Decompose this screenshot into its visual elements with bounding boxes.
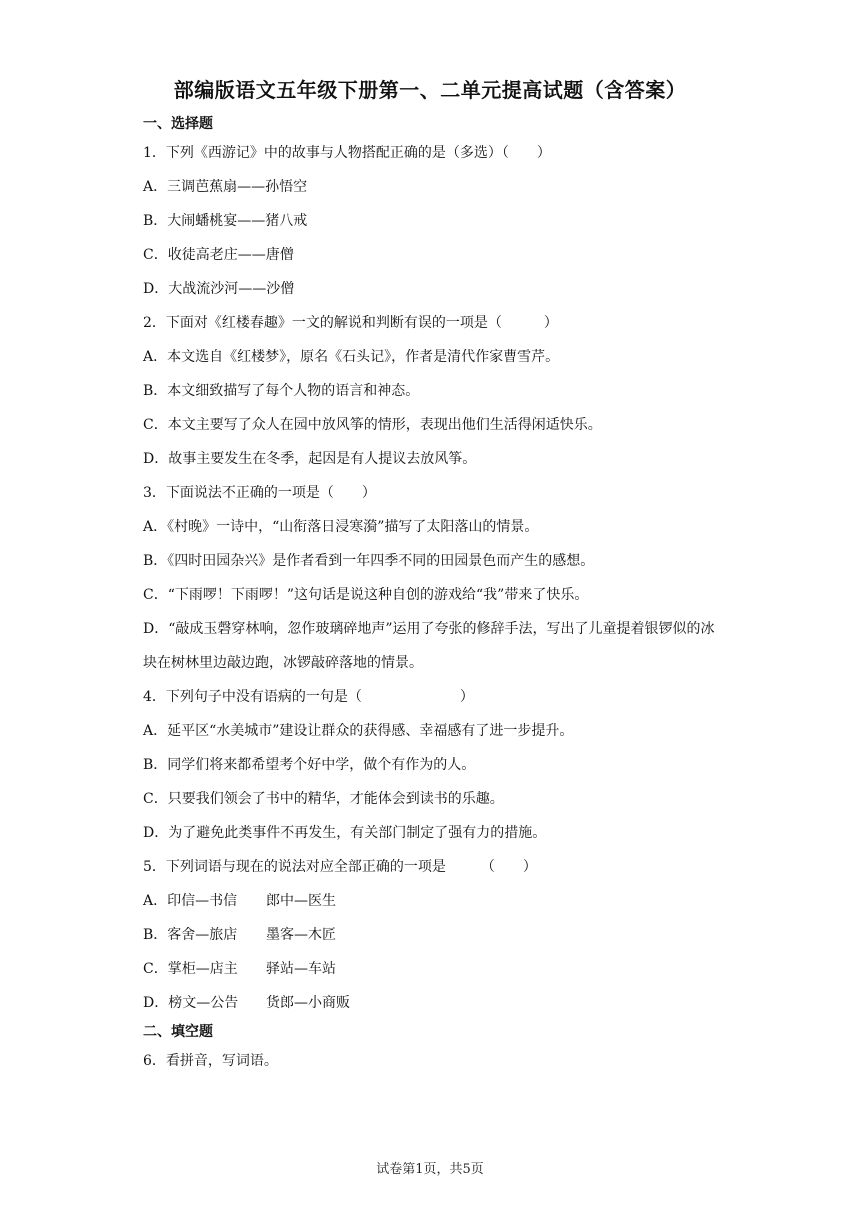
question-4-option-b: B．同学们将来都希望考个好中学，做个有作为的人。 — [143, 757, 476, 773]
question-2-option-d: D．故事主要发生在冬季，起因是有人提议去放风筝。 — [143, 451, 477, 467]
question-1-option-d: D．大战流沙河——沙僧 — [143, 281, 295, 297]
question-4-option-a: A．延平区“水美城市”建设让群众的获得感、幸福感有了进一步提升。 — [143, 723, 574, 739]
question-1-option-a: A．三调芭蕉扇——孙悟空 — [143, 179, 308, 195]
option-right-term: 货郎—小商贩 — [266, 995, 350, 1011]
question-3-option-d: D．“敲成玉磬穿林响，忽作玻璃碎地声”运用了夸张的修辞手法，写出了儿童提着银锣似的冰块在树林里边敲边跑，冰锣敲碎落地的情景。 — [143, 621, 715, 671]
question-2-option-c: C．本文主要写了众人在园中放风筝的情形，表现出他们生活得闲适快乐。 — [143, 417, 602, 433]
question-3-option-a: A．《村晚》一诗中，“山衔落日浸寒漪”描写了太阳落山的情景。 — [143, 519, 539, 535]
option-left-term: C．掌柜—店主 — [143, 961, 238, 977]
question-4-stem: 4．下列句子中没有语病的一句是（ ） — [143, 689, 474, 705]
question-2-option-b: B．本文细致描写了每个人物的语言和神态。 — [143, 383, 420, 399]
question-4-option-c: C．只要我们领会了书中的精华，才能体会到读书的乐趣。 — [143, 791, 504, 807]
option-left-term: A．印信—书信 — [143, 893, 238, 909]
question-5-option-b — [143, 918, 723, 952]
question-5-option-c — [143, 952, 723, 986]
document-title: 部编版语文五年级下册第一、二单元提高试题（含答案） — [173, 78, 687, 102]
option-right-term: 郎中—医生 — [266, 893, 336, 909]
question-4-option-d: D．为了避免此类事件不再发生，有关部门制定了强有力的措施。 — [143, 825, 547, 841]
option-right-term: 驿站—车站 — [266, 961, 336, 977]
question-3-option-c: C．“下雨啰！下雨啰！”这句话是说这种自创的游戏给“我”带来了快乐。 — [143, 587, 589, 603]
section-heading-choice: 一、选择题 — [143, 116, 213, 132]
question-5-stem: 5．下列词语与现在的说法对应全部正确的一项是 （ ） — [143, 859, 537, 875]
question-1-stem: 1．下列《西游记》中的故事与人物搭配正确的是（多选）（ ） — [143, 145, 551, 161]
question-3-stem: 3．下面说法不正确的一项是（ ） — [143, 485, 376, 501]
section-heading-fill-in: 二、填空题 — [143, 1024, 213, 1040]
document-body — [143, 112, 723, 1078]
question-1-option-c: C．收徒高老庄——唐僧 — [143, 247, 294, 263]
question-5-option-d — [143, 986, 723, 1020]
question-3-option-b: B．《四时田园杂兴》是作者看到一年四季不同的田园景色而产生的感想。 — [143, 553, 595, 569]
page-footer: 试卷第1页，共5页 — [376, 1162, 484, 1177]
option-left-term: B．客舍—旅店 — [143, 927, 238, 943]
question-2-option-a: A．本文选自《红楼梦》，原名《石头记》，作者是清代作家曹雪芹。 — [143, 349, 560, 365]
question-6-stem: 6．看拼音，写词语。 — [143, 1053, 278, 1069]
question-2-stem: 2．下面对《红楼春趣》一文的解说和判断有误的一项是（ ） — [143, 315, 558, 331]
question-5-option-a — [143, 884, 723, 918]
option-right-term: 墨客—木匠 — [266, 927, 336, 943]
option-left-term: D．榜文—公告 — [143, 995, 239, 1011]
question-1-option-b: B．大闹蟠桃宴——猪八戒 — [143, 213, 308, 229]
